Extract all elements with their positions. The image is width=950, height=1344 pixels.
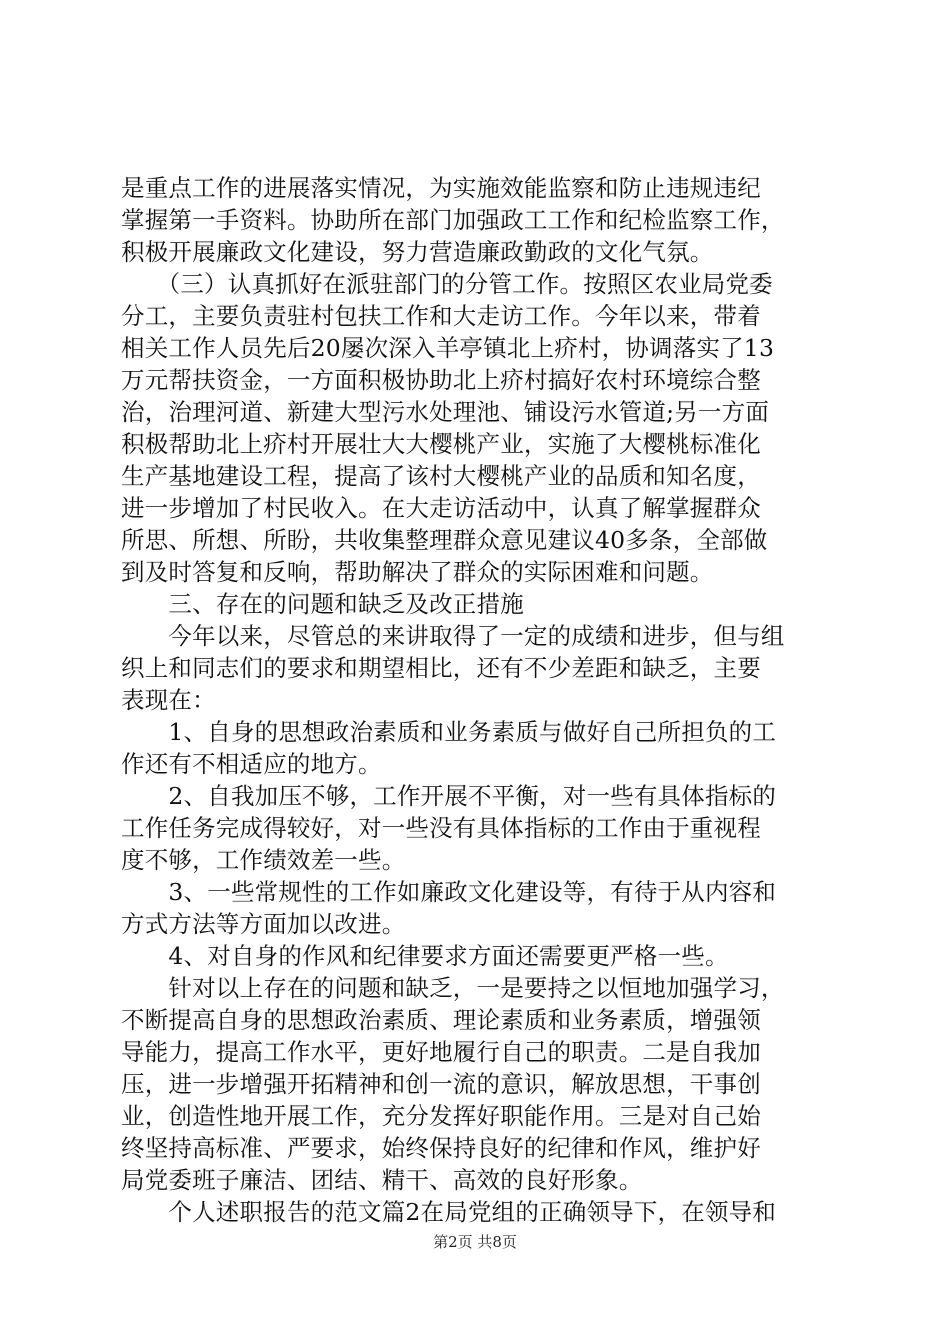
text-line: 4、对自身的作风和纪律要求方面还需要更严格一些。 <box>121 942 729 970</box>
text-line: 织上和同志们的要求和期望相比，还有不少差距和缺乏，主要 <box>121 654 761 682</box>
text-line: 万元帮扶资金，一方面积极协助北上疥村搞好农村环境综合整 <box>121 366 761 394</box>
text-line: 2、自我加压不够，工作开展不平衡，对一些有具体指标的 <box>121 782 777 810</box>
text-line: 作还有不相适应的地方。 <box>121 750 382 778</box>
text-line: 不断提高自身的思想政治素质、理论素质和业务素质，增强领 <box>121 1006 761 1034</box>
text-line: （三）认真抓好在派驻部门的分管工作。按照区农业局党委 <box>121 270 773 298</box>
text-line: 生产基地建设工程，提高了该村大樱桃产业的品质和知名度， <box>121 462 761 490</box>
text-line: 终坚持高标准、严要求，始终保持良好的纪律和作风，维护好 <box>121 1134 761 1162</box>
text-line: 3、一些常规性的工作如廉政文化建设等，有待于从内容和 <box>121 878 777 906</box>
text-line: 相关工作人员先后20屡次深入羊亭镇北上疥村，协调落实了13 <box>121 334 775 362</box>
text-line: 针对以上存在的问题和缺乏，一是要持之以恒地加强学习， <box>121 974 785 1002</box>
text-line: 是重点工作的进展落实情况，为实施效能监察和防止违规违纪 <box>121 174 761 202</box>
text-line: 工作任务完成得较好，对一些没有具体指标的工作由于重视程 <box>121 814 761 842</box>
text-line: 到及时答复和反响，帮助解决了群众的实际困难和问题。 <box>121 558 714 586</box>
text-line: 度不够，工作绩效差一些。 <box>121 846 406 874</box>
text-line: 表现在： <box>121 686 216 714</box>
text-line: 今年以来，尽管总的来讲取得了一定的成绩和进步，但与组 <box>121 622 785 650</box>
text-line: 积极开展廉政文化建设，努力营造廉政勤政的文化气氛。 <box>121 238 714 266</box>
text-line: 所思、所想、所盼，共收集整理群众意见建议40多条，全部做 <box>121 526 768 554</box>
text-line: 导能力，提高工作水平，更好地履行自己的职责。二是自我加 <box>121 1038 761 1066</box>
text-line: 进一步增加了村民收入。在大走访活动中，认真了解掌握群众 <box>121 494 761 522</box>
page-number-footer: 第2页 共8页 <box>433 1233 517 1251</box>
text-line: 压，进一步增强开拓精神和创一流的意识，解放思想，干事创 <box>121 1070 761 1098</box>
text-line: 方式方法等方面加以改进。 <box>121 910 406 938</box>
text-line: 局党委班子廉洁、团结、精干、高效的良好形象。 <box>121 1166 643 1194</box>
text-line: 治，治理河道、新建大型污水处理池、铺设污水管道;另一方面 <box>121 398 770 426</box>
text-line: 分工，主要负责驻村包扶工作和大走访工作。今年以来，带着 <box>121 302 761 330</box>
text-line: 业，创造性地开展工作，充分发挥好职能作用。三是对自己始 <box>121 1102 761 1130</box>
text-line: 个人述职报告的范文篇2在局党组的正确领导下，在领导和 <box>121 1198 777 1226</box>
text-line: 1、自身的思想政治素质和业务素质与做好自己所担负的工 <box>121 718 777 746</box>
text-line: 积极帮助北上疥村开展壮大大樱桃产业，实施了大樱桃标准化 <box>121 430 761 458</box>
document-body <box>121 172 833 1228</box>
text-line: 掌握第一手资料。协助所在部门加强政工工作和纪检监察工作， <box>121 206 785 234</box>
section-heading: 三、存在的问题和缺乏及改正措施 <box>121 590 524 618</box>
